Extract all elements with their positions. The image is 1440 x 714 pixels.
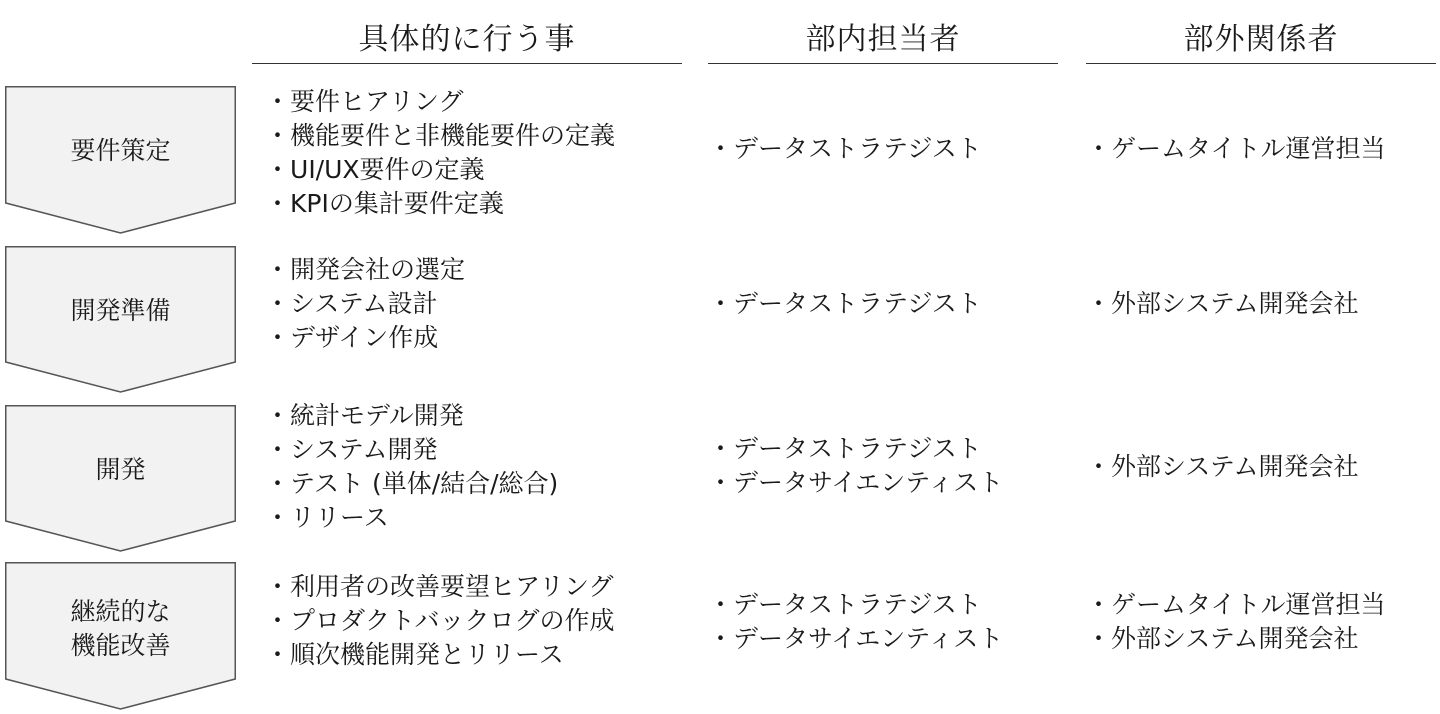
- internal-cell: [708, 287, 982, 321]
- external-cell: [1086, 450, 1359, 484]
- task-item: ・ システム設計: [265, 287, 465, 321]
- task-item: ・ システム開発: [265, 433, 558, 467]
- task-item: ・ リリース: [265, 501, 558, 535]
- external-item: ・ ゲームタイトル運営担当: [1086, 132, 1386, 166]
- tasks-cell: [265, 399, 558, 535]
- task-item: ・ 順次機能開発とリリース: [265, 638, 615, 672]
- task-item: ・ プロダクトバックログの作成: [265, 604, 615, 638]
- internal-item: ・ データサイエンティスト: [708, 466, 1003, 500]
- task-item: ・ KPIの集計要件定義: [265, 187, 615, 221]
- task-item: ・ 機能要件と非機能要件の定義: [265, 119, 615, 153]
- phase-label: 要件策定: [70, 136, 171, 165]
- phase-label: 開発準備: [70, 296, 171, 325]
- tasks-cell: [265, 253, 465, 355]
- internal-item: ・ データサイエンティスト: [708, 622, 1003, 656]
- external-item: ・ 外部システム開発会社: [1086, 622, 1386, 656]
- phase-arrow-requirements: [5, 86, 236, 234]
- header-external: 部外関係者: [1086, 8, 1436, 64]
- phase-arrow-preparation: [5, 246, 236, 393]
- external-cell: [1086, 588, 1386, 656]
- internal-item: ・ データストラテジスト: [708, 132, 982, 166]
- task-item: ・ デザイン作成: [265, 321, 465, 355]
- tasks-cell: [265, 85, 615, 221]
- internal-cell: [708, 132, 982, 166]
- task-item: ・ 開発会社の選定: [265, 253, 465, 287]
- internal-cell: [708, 432, 1003, 500]
- header-internal: 部内担当者: [708, 8, 1058, 64]
- header-tasks: 具体的に行う事: [252, 8, 682, 64]
- external-item: ・ 外部システム開発会社: [1086, 450, 1359, 484]
- phase-label: 継続的な 機能改善: [70, 597, 171, 660]
- external-item: ・ 外部システム開発会社: [1086, 287, 1359, 321]
- external-cell: [1086, 287, 1359, 321]
- internal-item: ・ データストラテジスト: [708, 287, 982, 321]
- tasks-cell: [265, 570, 615, 672]
- task-item: ・ 要件ヒアリング: [265, 85, 615, 119]
- phase-arrow-continuous-improvement: [5, 562, 236, 710]
- phase-arrow-development: [5, 405, 236, 552]
- external-cell: [1086, 132, 1386, 166]
- task-item: ・ UI/UX要件の定義: [265, 153, 615, 187]
- internal-cell: [708, 588, 1003, 656]
- internal-item: ・ データストラテジスト: [708, 588, 1003, 622]
- task-item: ・ 利用者の改善要望ヒアリング: [265, 570, 615, 604]
- external-item: ・ ゲームタイトル運営担当: [1086, 588, 1386, 622]
- internal-item: ・ データストラテジスト: [708, 432, 1003, 466]
- task-item: ・ 統計モデル開発: [265, 399, 558, 433]
- phase-label: 開発: [95, 455, 146, 484]
- task-item: ・ テスト (単体/結合/総合): [265, 467, 558, 501]
